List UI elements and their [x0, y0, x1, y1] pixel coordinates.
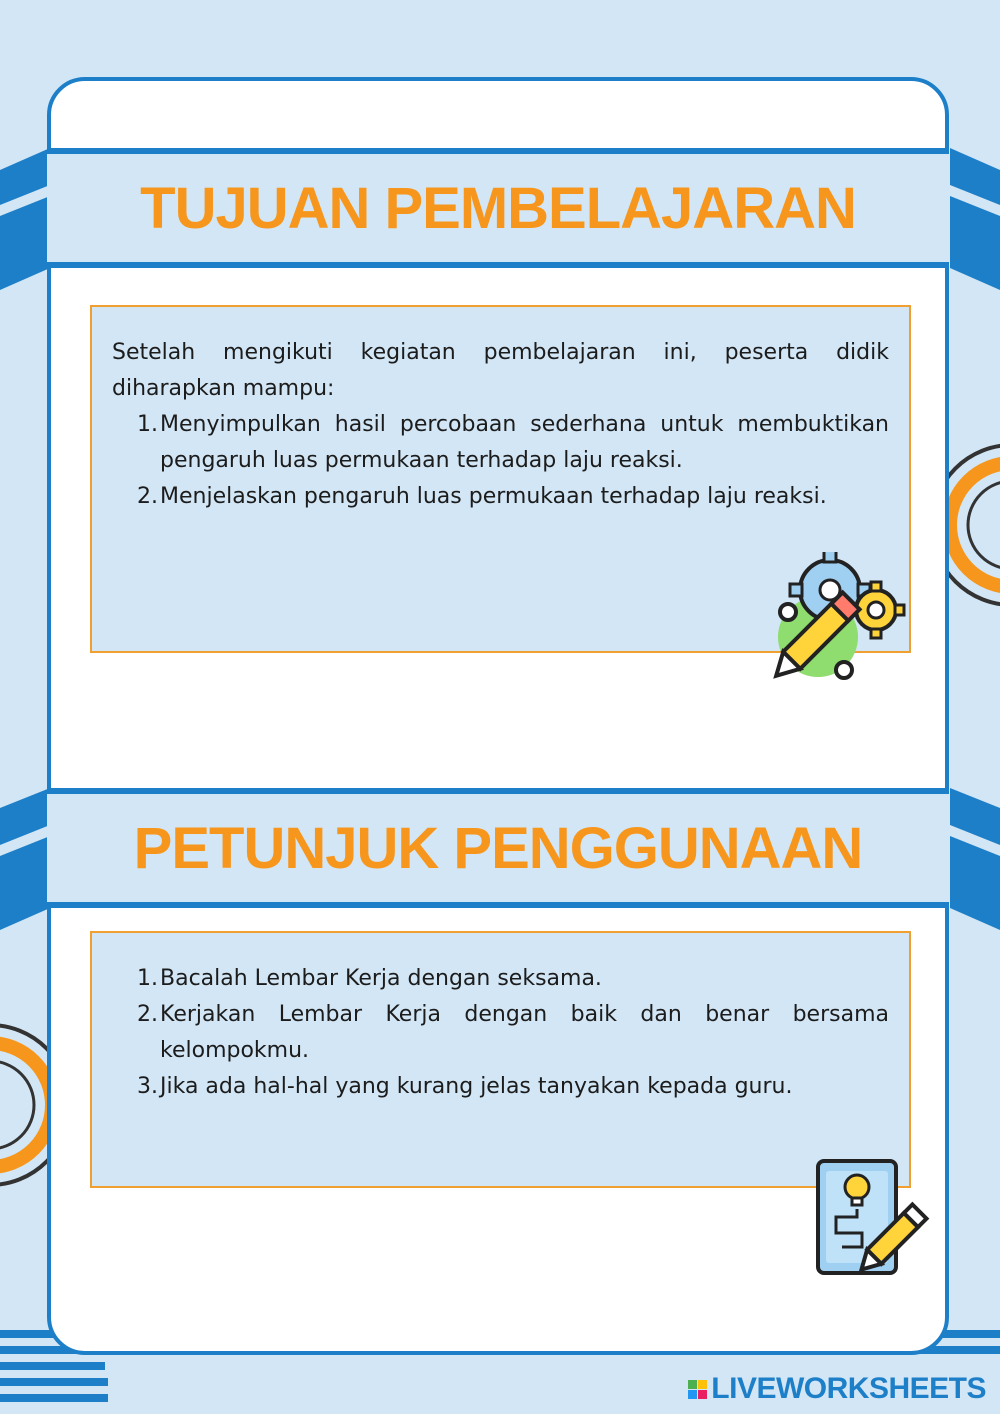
list-number: 2.	[137, 484, 158, 509]
section-banner-petunjuk	[47, 788, 949, 908]
gears-pencil-icon	[768, 552, 908, 684]
list-text: Jika ada hal-hal yang kurang jelas tanyakan kepada guru.	[160, 1074, 793, 1099]
list-text: Menjelaskan pengaruh luas permukaan terhadap laju reaksi.	[160, 484, 827, 509]
list-number: 1.	[137, 412, 158, 437]
list-text: Bacalah Lembar Kerja dengan seksama.	[160, 966, 602, 991]
list-number: 3.	[137, 1074, 158, 1099]
objectives-intro: Setelah mengikuti kegiatan pembelajaran ini, peserta didik diharapkan mampu:	[112, 340, 889, 401]
instructions-list	[112, 961, 889, 1105]
list-item	[112, 961, 889, 997]
document-idea-pencil-icon	[812, 1155, 937, 1280]
objectives-list	[112, 407, 889, 515]
list-item	[112, 479, 889, 515]
list-item	[112, 997, 889, 1069]
list-item	[112, 407, 889, 479]
liveworksheets-brand	[688, 1372, 986, 1406]
list-text: Menyimpulkan hasil percobaan sederhana untuk membuktikan pengaruh luas permukaan terhadap laju reaksi.	[160, 412, 889, 473]
section-title-tujuan: TUJUAN PEMBELAJARAN	[140, 175, 856, 241]
liveworksheets-logo-icon	[688, 1380, 707, 1399]
list-number: 2.	[137, 1002, 158, 1027]
list-item	[112, 1069, 889, 1105]
section-banner-tujuan	[47, 148, 949, 268]
instructions-box	[90, 931, 911, 1188]
section-title-petunjuk: PETUNJUK PENGGUNAAN	[133, 815, 863, 881]
brand-name: LIVEWORKSHEETS	[711, 1372, 986, 1405]
list-text: Kerjakan Lembar Kerja dengan baik dan benar bersama kelompokmu.	[160, 1002, 889, 1063]
list-number: 1.	[137, 966, 158, 991]
